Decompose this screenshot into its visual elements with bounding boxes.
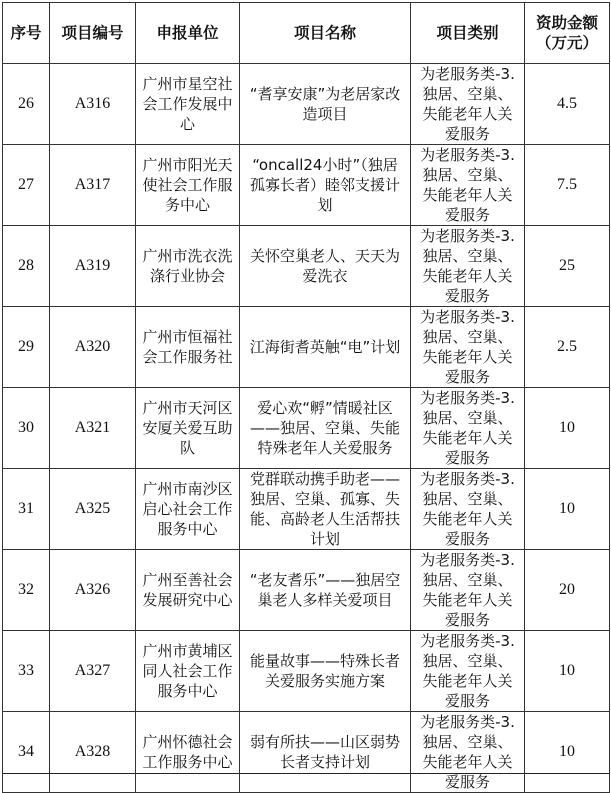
project-code: A320 — [50, 307, 136, 388]
project-name: 爱心欢“孵”情暖社区——独居、空巢、失能特殊老年人关爱服务 — [240, 388, 411, 469]
project-name: 党群联动携手助老——独居、空巢、孤寡、失能、高龄老人生活帮扶计划 — [240, 469, 411, 550]
funding-amount: 10 — [525, 388, 610, 469]
table-row — [3, 388, 610, 469]
project-code: A327 — [50, 631, 136, 712]
header-row — [3, 3, 610, 64]
project-category: 为老服务类-3.独居、空巢、失能老年人关爱服务 — [411, 712, 525, 793]
project-code: A321 — [50, 388, 136, 469]
row-number: 29 — [3, 307, 50, 388]
funding-amount: 2.5 — [525, 307, 610, 388]
row-number: 27 — [3, 145, 50, 226]
project-category: 为老服务类-3.独居、空巢、失能老年人关爱服务 — [411, 145, 525, 226]
row-number: 26 — [3, 64, 50, 145]
project-name: 关怀空巢老人、天天为爱洗衣 — [240, 226, 411, 307]
project-name: “oncall24小时”（独居孤寡长者）睦邻支援计划 — [240, 145, 411, 226]
project-code: A326 — [50, 550, 136, 631]
table-row — [3, 712, 610, 793]
funding-amount: 7.5 — [525, 145, 610, 226]
funding-amount: 10 — [525, 469, 610, 550]
project-category: 为老服务类-3.独居、空巢、失能老年人关爱服务 — [411, 469, 525, 550]
header-category: 项目类别 — [411, 3, 525, 64]
row-number: 32 — [3, 550, 50, 631]
project-name: “老友耆乐”——独居空巢老人多样关爱项目 — [240, 550, 411, 631]
header-no: 序号 — [3, 3, 50, 64]
applicant-unit: 广州市黄埔区同人社会工作服务中心 — [136, 631, 240, 712]
project-category: 为老服务类-3.独居、空巢、失能老年人关爱服务 — [411, 64, 525, 145]
project-category: 为老服务类-3.独居、空巢、失能老年人关爱服务 — [411, 307, 525, 388]
applicant-unit: 广州市洗衣洗涤行业协会 — [136, 226, 240, 307]
applicant-unit: 广州市恒福社会工作服务社 — [136, 307, 240, 388]
funding-amount: 20 — [525, 550, 610, 631]
project-name: 江海街耆英触“电”计划 — [240, 307, 411, 388]
applicant-unit: 广州市星空社会工作发展中心 — [136, 64, 240, 145]
table-row — [3, 469, 610, 550]
table-row — [3, 307, 610, 388]
header-name: 项目名称 — [240, 3, 411, 64]
applicant-unit: 广州市天河区安厦关爱互助队 — [136, 388, 240, 469]
row-number: 31 — [3, 469, 50, 550]
project-code: A317 — [50, 145, 136, 226]
applicant-unit: 广州市阳光天使社会工作服务中心 — [136, 145, 240, 226]
funding-table-container — [2, 2, 609, 791]
table-row — [3, 145, 610, 226]
project-name: “耆享安康”为老居家改造项目 — [240, 64, 411, 145]
applicant-unit: 广州至善社会发展研究中心 — [136, 550, 240, 631]
funding-table — [2, 2, 610, 793]
project-code: A325 — [50, 469, 136, 550]
row-number: 34 — [3, 712, 50, 793]
header-amount: 资助金额（万元） — [525, 3, 610, 64]
project-code: A328 — [50, 712, 136, 793]
row-number: 33 — [3, 631, 50, 712]
project-name: 弱有所扶——山区弱势长者支持计划 — [240, 712, 411, 793]
table-row — [3, 64, 610, 145]
project-category: 为老服务类-3.独居、空巢、失能老年人关爱服务 — [411, 388, 525, 469]
row-number: 28 — [3, 226, 50, 307]
funding-amount: 10 — [525, 712, 610, 793]
header-code: 项目编号 — [50, 3, 136, 64]
project-code: A319 — [50, 226, 136, 307]
table-row — [3, 550, 610, 631]
table-row — [3, 631, 610, 712]
header-unit: 申报单位 — [136, 3, 240, 64]
funding-amount: 4.5 — [525, 64, 610, 145]
funding-amount: 10 — [525, 631, 610, 712]
row-number: 30 — [3, 388, 50, 469]
project-category: 为老服务类-3.独居、空巢、失能老年人关爱服务 — [411, 550, 525, 631]
project-code: A316 — [50, 64, 136, 145]
project-category: 为老服务类-3.独居、空巢、失能老年人关爱服务 — [411, 226, 525, 307]
project-category: 为老服务类-3.独居、空巢、失能老年人关爱服务 — [411, 631, 525, 712]
funding-amount: 25 — [525, 226, 610, 307]
applicant-unit: 广州市南沙区启心社会工作服务中心 — [136, 469, 240, 550]
table-row — [3, 226, 610, 307]
project-name: 能量故事——特殊长者关爱服务实施方案 — [240, 631, 411, 712]
applicant-unit: 广州怀德社会工作服务中心 — [136, 712, 240, 793]
